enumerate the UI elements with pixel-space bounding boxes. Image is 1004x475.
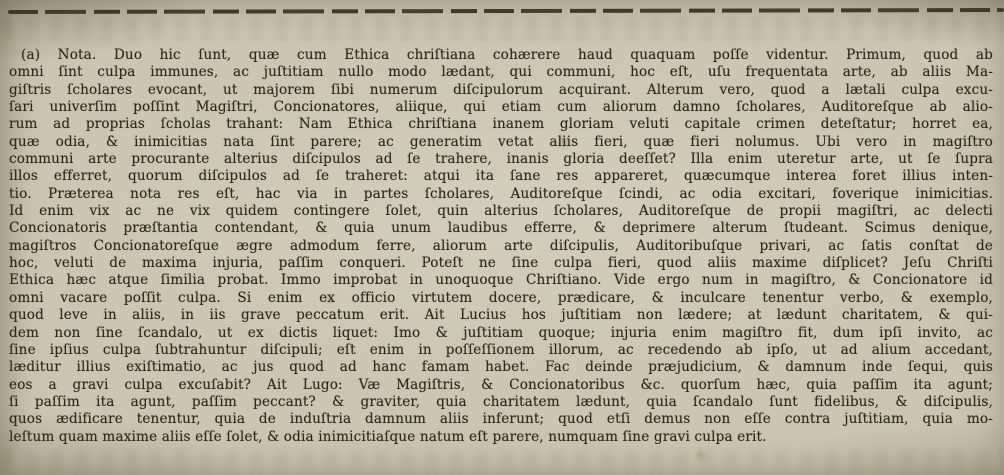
footnote-text-block — [9, 47, 993, 446]
text-line: rum ad proprias ſcholas trahant: Nam Ethica chriſtiana inanem gloriam veluti capitale crimen deteſtatur; horret ea, — [9, 116, 993, 133]
text-line: eos a gravi culpa excuſabit? Ait Lugo: Væ Magiſtris, & Concionatoribus &c. quorſum hæc, quia paſſim ita agunt; — [9, 376, 993, 393]
text-line: omni vacare poſſit culpa. Si enim ex officio virtutem docere, prædicare, & inculcare tenentur verbo, & exemplo, — [9, 289, 993, 306]
text-line: Ethica hæc atque ſimilia probat. Immo improbat in unoquoque Chriſtiano. Vide ergo num in magiſtro, & Concionatore id — [9, 272, 993, 289]
text-line: giſtris ſcholares evocant, ut majorem ſibi numerum diſcipulorum acquirant. Alterum vero, quod a lætali culpa excu- — [9, 81, 993, 98]
text-line: ſari univerſim poſſint Magiſtri, Concionatores, aliique, qui etiam cum aliorum damno ſcholares, Auditoreſque ab alio- — [9, 99, 993, 116]
text-line: magiſtros Concionatoreſque ægre admodum ferre, aliorum arte diſcipulis, Auditoribuſque privari, ac ſatis conſtat de — [9, 237, 993, 254]
showthrough-texture — [0, 18, 1004, 31]
showthrough-texture — [0, 450, 1004, 464]
text-line: quæ odia, & inimicitias nata ſint parere; ac generatim vetat aliis fieri, quæ fieri nolumus. Ubi vero in magiſtro — [9, 133, 993, 150]
showthrough-texture — [0, 33, 1004, 42]
text-line: communi arte procurante alterius diſcipulos ad ſe trahere, inanis gloria deeſſet? Illa enim uteretur arte, ut ſe ſupra — [9, 151, 993, 168]
text-line: quod leve in aliis, in iis grave peccatum erit. Ait Lucius hos juſtitiam non lædere; at lædunt charitatem, & qui- — [9, 307, 993, 324]
text-line: Id enim vix ac ne vix quidem contingere ſolet, quin alterius ſcholares, Auditoreſque de propii magiſtri, ac delecti — [9, 203, 993, 220]
text-line: dem non ſine ſcandalo, ut ex dictis liquet: Imo & juſtitiam quoque; injuria enim magiſtro fit, dum ipſi invito, ac — [9, 324, 993, 341]
text-line: hoc, veluti de maxima injuria, paſſim conqueri. Poteſt ne ſine culpa fieri, quod aliis maxime diſplicet? Jeſu Chriſti — [9, 255, 993, 272]
text-line: læditur illius exiſtimatio, ac jus quod ad hanc famam habet. Fac deinde præjudicium, & damnum inde ſequi, quis — [9, 359, 993, 376]
text-line: ſine ipſius culpa ſubtrahuntur diſcipuli; eſt enim in poſſeſſionem illorum, ac recedendo ab ipſo, ut ad alium accedant, — [9, 341, 993, 358]
text-line: Concionatoris præſtantia contendant, & quia unum laudibus efferre, & deprimere alterum ſtudeant. Scimus denique, — [9, 220, 993, 237]
text-line: quos ædificare tenentur, quia de induſtria damnum aliis inferunt; quod etſi demus non eſſe contra juſtitiam, quia mo- — [9, 411, 993, 428]
text-line: ſi paſſim ita agunt, paſſim peccant? & graviter, quia charitatem lædunt, quia ſcandalo ſunt fidelibus, & diſcipulis, — [9, 393, 993, 410]
showthrough-texture — [0, 466, 1004, 474]
text-line: leſtum quam maxime aliis eſſe ſolet, & odia inimicitiaſque natum eſt parere, numquam ſine gravi culpa erit. — [9, 428, 767, 445]
text-line: tio. Præterea nota res eſt, hac via in partes ſcholares, Auditoreſque ſcindi, ac odia excitari, foverique inimicitias. — [9, 185, 993, 202]
text-line: omni ſint culpa immunes, ac juſtitiam nullo modo lædant, qui communi, hoc eſt, uſu frequentata arte, ab aliis Ma- — [9, 64, 993, 81]
text-line: illos efferret, quorum diſcipulos ad ſe traheret: atqui ita ſane res appareret, quæcumque interea foret illius inten- — [9, 168, 993, 185]
dashed-divider-rule — [8, 8, 1004, 14]
text-line: (a) Nota. Duo hic ſunt, quæ cum Ethica chriſtiana cohærere haud quaquam poſſe videntur. Primum, quod ab — [21, 47, 993, 63]
